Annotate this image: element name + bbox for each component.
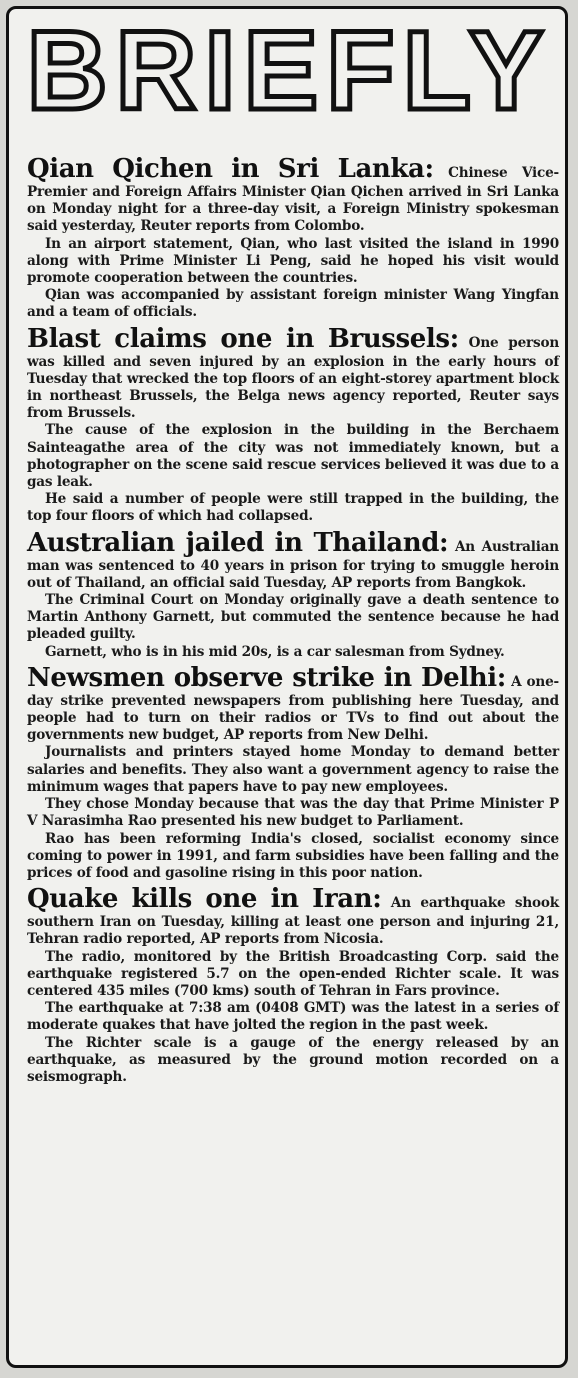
masthead-title: BRIEFLY: [26, 8, 552, 133]
story-brussels: [27, 324, 559, 526]
story-lead: Chinese Vice-Premier and Foreign Affairs Minister Qian Qichen arrived in Sri Lanka on Monday night for a three-day visit, a Foreign Ministry spokesman said yesterday, Reuter reports from Colombo.: [27, 165, 559, 235]
story-paragraph: Journalists and printers stayed home Monday to demand better salaries and benefits. They also want a government agency to raise the minimum wages that papers have to pay new employees.: [27, 744, 559, 795]
story-paragraph: Garnett, who is in his mid 20s, is a car salesman from Sydney.: [45, 643, 505, 660]
story-lead: An earthquake shook southern Iran on Tuesday, killing at least one person and injuring 21, Tehran radio reported, AP reports from Nicosia.: [27, 895, 559, 948]
story-thailand: [27, 528, 559, 661]
story-paragraph: They chose Monday because that was the day that Prime Minister P V Narasimha Rao presented his new budget to Parliament.: [27, 796, 559, 830]
story-paragraph: In an airport statement, Qian, who last visited the island in 1990 along with Prime Minister Li Peng, said he hoped his visit would promote cooperation between the countries.: [27, 235, 559, 287]
story-paragraph: The Criminal Court on Monday originally gave a death sentence to Martin Anthony Garnett, but commuted the sentence because he had pleaded guilty.: [27, 592, 559, 643]
story-delhi: [27, 663, 559, 882]
story-paragraph: The cause of the explosion in the building in the Berchaem Sainteagathe area of the city was not immediately known, but a photographer on the scene said rescue services believed it was due to a gas leak.: [27, 422, 559, 491]
story-paragraph: The radio, monitored by the British Broadcasting Corp. said the earthquake registered 5.7 on the open-ended Richter scale. It was centered 435 miles (700 kms) south of Tehran in Fars province.: [27, 948, 559, 999]
stories: [27, 154, 559, 1086]
story-headline: Newsmen observe strike in Delhi:: [27, 662, 506, 693]
story-lead-paragraph: [27, 528, 559, 592]
story-headline: Qian Qichen in Sri Lanka:: [27, 154, 434, 184]
story-paragraph: The earthquake at 7:38 am (0408 GMT) was the latest in a series of moderate quakes that have jolted the region in the past week.: [27, 1000, 559, 1034]
story-lead-paragraph: [27, 884, 559, 948]
story-lead-paragraph: [27, 663, 559, 745]
story-lead: An Australian man was sentenced to 40 years in prison for trying to smuggle heroin out of Thailand, an official said Tuesday, AP reports from Bangkok.: [27, 538, 559, 591]
story-lead: A one-day strike prevented newspapers from publishing here Tuesday, and people had to turn on their radios or TVs to find out about the governments new budget, AP reports from New Delhi.: [27, 673, 559, 744]
story-headline: Blast claims one in Brussels:: [27, 323, 459, 354]
story-headline: Quake kills one in Iran:: [27, 884, 382, 915]
story-headline: Australian jailed in Thailand:: [27, 527, 449, 558]
story-iran: [27, 884, 559, 1086]
story-paragraph: Qian was accompanied by assistant foreign minister Wang Yingfan and a team of officials.: [27, 287, 559, 321]
story-sri-lanka: [27, 154, 559, 322]
story-paragraph: Rao has been reforming India's closed, socialist economy since coming to power in 1991, and farm subsidies have been falling and the prices of food and gasoline rising in this poor nation.: [27, 830, 559, 881]
story-paragraph: The Richter scale is a gauge of the energy released by an earthquake, as measured by the ground motion recorded on a seismograph.: [27, 1034, 559, 1085]
story-lead: One person was killed and seven injured by an explosion in the early hours of Tuesday that wrecked the top floors of an eight-storey apartment block in northeast Brussels, the Belga news agency reported, Reuter says from Brussels.: [27, 334, 559, 422]
masthead: [26, 8, 552, 133]
story-paragraph: He said a number of people were still trapped in the building, the top four floors of which had collapsed.: [27, 491, 559, 525]
story-lead-paragraph: [27, 154, 559, 236]
story-lead-paragraph: [27, 324, 559, 423]
briefly-column: [6, 6, 568, 1368]
